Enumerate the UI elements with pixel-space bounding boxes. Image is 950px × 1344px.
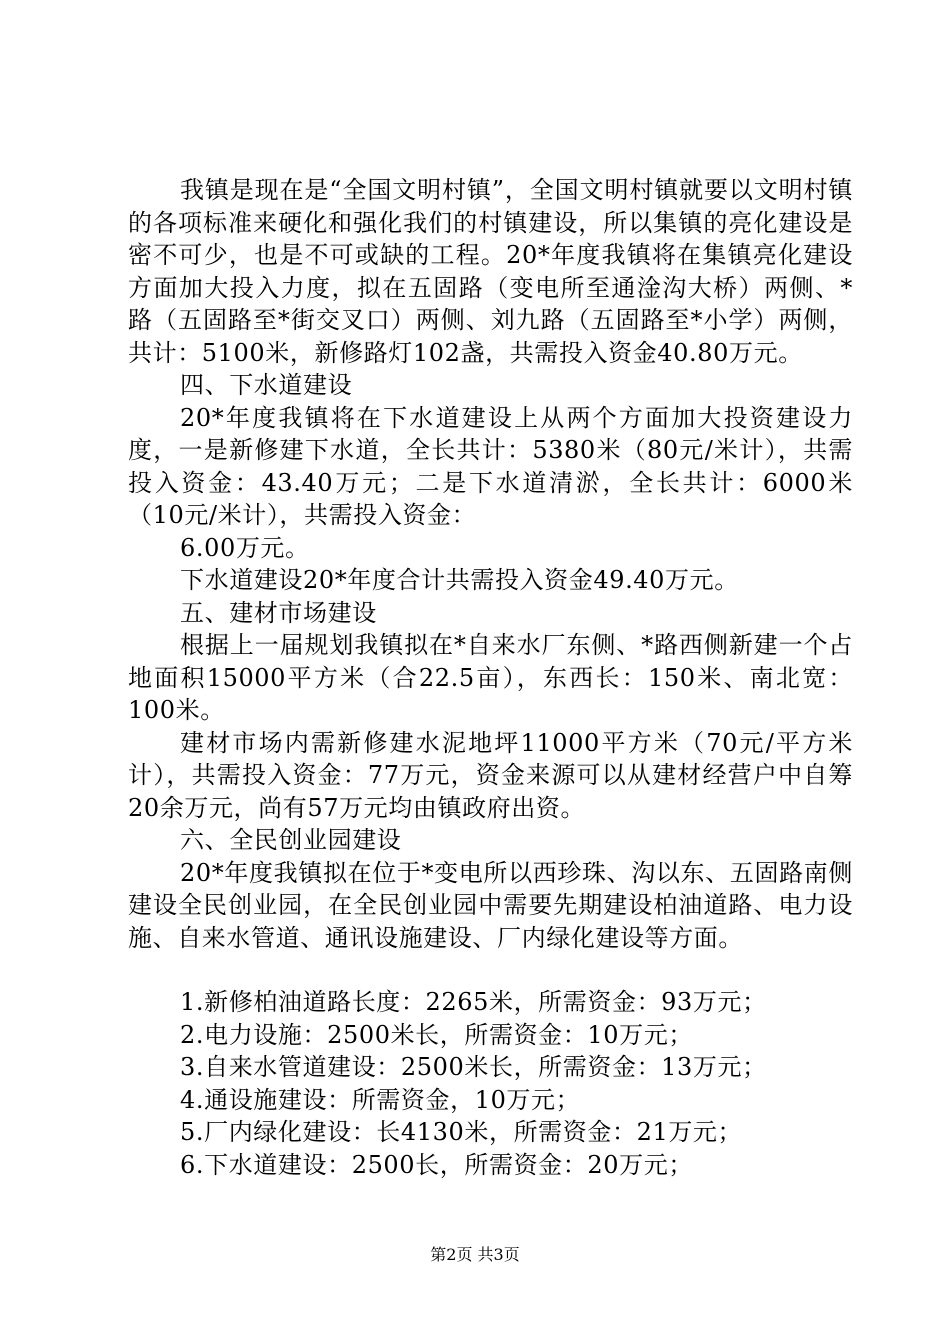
spacer: [128, 954, 853, 986]
list-item: 5.厂内绿化建设：长4130米，所需资金：21万元；: [180, 1118, 743, 1146]
paragraph-market-funding: 建材市场内需新修建水泥地坪11000平方米（70元/平方米计），共需投入资金：77万元，资金来源可以从建材经营户中自筹20余万元，尚有57万元均由镇政府出资。: [128, 728, 853, 822]
heading-sewer: 四、下水道建设: [180, 371, 353, 399]
list-item: 1.新修柏油道路长度：2265米，所需资金：93万元；: [180, 988, 767, 1016]
list-item: 6.下水道建设：2500长，所需资金：20万元；: [180, 1150, 693, 1179]
page-footer: 第2页 共3页: [430, 1245, 520, 1264]
heading-entrepreneurship-park: 六、全民创业园建设: [180, 826, 402, 854]
paragraph-lighting: 我镇是现在是“全国文明村镇”，全国文明村镇就要以文明村镇的各项标准来硬化和强化我们的村镇建设，所以集镇的亮化建设是密不可少，也是不可或缺的工程。20*年度我镇将在集镇亮化建设方面加大投入力度，拟在五固路（变电所至通淦沟大桥）两侧、*路（五固路至*街交叉口）两侧、刘九路（五固路至*小学）两侧，共计：5100米，新修路灯102盏，共需投入资金40.80万元。: [128, 176, 853, 367]
paragraph-park: 20*年度我镇拟在位于*变电所以西珍珠、沟以东、五固路南侧建设全民创业园，在全民创业园中需要先期建设柏油道路、电力设施、自来水管道、通讯设施建设、厂内绿化建设等方面。: [128, 858, 853, 952]
list-item: 4.通设施建设：所需资金，10万元；: [180, 1085, 581, 1114]
list-item: 3.自来水管道建设：2500米长，所需资金：13万元；: [180, 1053, 767, 1081]
paragraph-sewer-amount: 6.00万元。: [180, 533, 310, 562]
document-body: [128, 174, 853, 1181]
heading-building-market: 五、建材市场建设: [180, 598, 377, 627]
paragraph-sewer: 20*年度我镇将在下水道建设上从两个方面加大投资建设力度，一是新修建下水道，全长共计：5380米（80元/米计），共需投入资金：43.40万元；二是下水道清淤，全长共计：6000米（10元/米计），共需投入资金：: [128, 403, 853, 529]
list-item: 2.电力设施：2500米长，所需资金：10万元；: [180, 1020, 693, 1049]
paragraph-sewer-total: 下水道建设20*年度合计共需投入资金49.40万元。: [180, 566, 739, 594]
paragraph-market-plan: 根据上一届规划我镇拟在*自来水厂东侧、*路西侧新建一个占地面积15000平方米（合22.5亩），东西长：150米、南北宽：100米。: [128, 631, 853, 724]
